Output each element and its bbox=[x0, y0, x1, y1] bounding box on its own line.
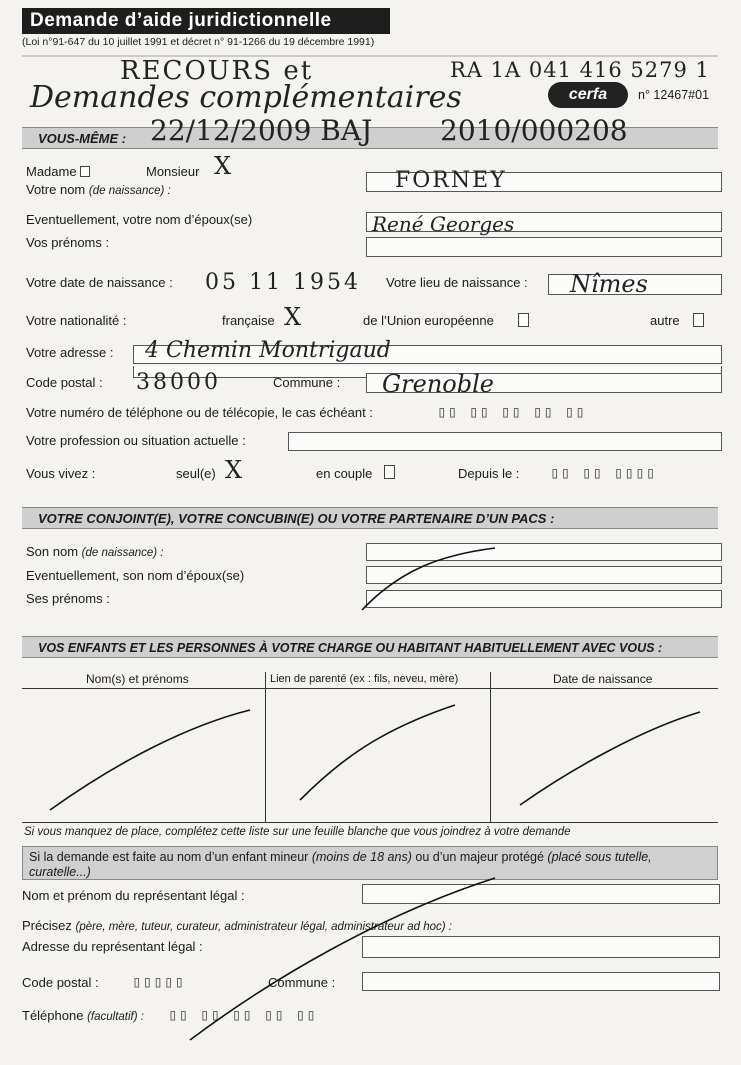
conjoint-strike bbox=[362, 548, 495, 610]
profession-label: Votre profession ou situation actuelle : bbox=[26, 433, 246, 448]
section-conjoint-label: VOTRE CONJOINT(E), VOTRE CONCUBIN(E) OU VOTRE PARTENAIRE D’UN PACS : bbox=[38, 511, 555, 526]
mineur-box: Si la demande est faite au nom d’un enfant mineur (moins de 18 ans) ou d’un majeur protégé (placé sous tutelle, curatelle...) bbox=[22, 846, 718, 880]
conjoint-epoux-label: Eventuellement, son nom d’époux(se) bbox=[26, 568, 245, 583]
depuis-digit-boxes[interactable]: ▯▯ ▯▯ ▯▯▯▯ bbox=[550, 463, 657, 482]
vivez-label: Vous vivez : bbox=[26, 466, 96, 481]
law-reference: (Loi n°91-647 du 10 juillet 1991 et décret n° 91-1266 du 19 décembre 1991) bbox=[22, 36, 375, 48]
col-date-header: Date de naissance bbox=[553, 672, 653, 686]
enfants-strike-3 bbox=[520, 712, 700, 805]
tel-digit-boxes[interactable]: ▯▯ ▯▯ ▯▯ ▯▯ ▯▯ bbox=[437, 402, 586, 421]
monsieur-option: Monsieur bbox=[146, 164, 200, 179]
prenoms-label: Vos prénoms : bbox=[26, 235, 110, 250]
nom-value: FORNEY bbox=[395, 168, 507, 193]
naissance-label: Votre date de naissance : bbox=[26, 275, 173, 290]
precisez-label: Précisez (père, mère, tuteur, curateur, administrateur légal, administrateur ad hoc) : bbox=[22, 918, 452, 933]
handwritten-reference: RA 1A 041 416 5279 1 bbox=[450, 58, 710, 82]
prenoms-value: René Georges bbox=[372, 212, 515, 236]
col-lien-header: Lien de parenté (ex : fils, neveu, mère) bbox=[270, 673, 459, 685]
tel-label: Votre numéro de téléphone ou de télécopie, le cas échéant : bbox=[26, 405, 373, 420]
rep-commune-label: Commune : bbox=[268, 975, 336, 990]
col-noms-header: Nom(s) et prénoms bbox=[86, 672, 189, 686]
enfants-strike-2 bbox=[300, 705, 455, 800]
adresse-value: 4 Chemin Montrigaud bbox=[145, 338, 391, 363]
naissance-value: 05 11 1954 bbox=[205, 270, 361, 295]
lieu-label: Votre lieu de naissance : bbox=[386, 275, 528, 290]
mineur-strike bbox=[190, 878, 495, 1040]
commune-value: Grenoble bbox=[382, 370, 494, 398]
francaise-checkmark: X bbox=[284, 303, 302, 331]
form-title: Demande d’aide juridictionnelle bbox=[22, 8, 390, 34]
ue-option: de l’Union européenne bbox=[363, 313, 494, 328]
enfants-note: Si vous manquez de place, complétez cette liste sur une feuille blanche que vous joindrez à votre demande bbox=[24, 826, 571, 838]
commune-label: Commune : bbox=[273, 375, 341, 390]
couple-option: en couple bbox=[316, 466, 373, 481]
conjoint-prenoms-label: Ses prénoms : bbox=[26, 591, 110, 606]
conjoint-nom-label: Son nom (de naissance) : bbox=[26, 544, 164, 559]
seul-option: seul(e) bbox=[176, 466, 216, 481]
madame-option: Madame bbox=[26, 164, 90, 179]
rep-cp-label: Code postal : bbox=[22, 975, 99, 990]
adresse-label: Votre adresse : bbox=[26, 345, 114, 360]
rep-legal-label: Nom et prénom du représentant légal : bbox=[22, 888, 245, 903]
handwritten-dossier: 2010/000208 bbox=[440, 114, 628, 147]
rep-cp-boxes[interactable]: ▯▯▯▯▯ bbox=[132, 972, 186, 991]
handwritten-demandes: Demandes complémentaires bbox=[30, 80, 462, 115]
nationalite-label: Votre nationalité : bbox=[26, 313, 127, 328]
section-vous-meme-label: VOUS-MÊME : bbox=[38, 131, 127, 146]
lieu-value: Nîmes bbox=[570, 270, 648, 298]
cp-value: 38000 bbox=[136, 370, 221, 395]
cerfa-logo: cerfa bbox=[548, 82, 628, 108]
rep-adresse-label: Adresse du représentant légal : bbox=[22, 939, 203, 954]
autre-option: autre bbox=[650, 313, 680, 328]
monsieur-checkmark: X bbox=[214, 152, 232, 180]
epoux-label: Eventuellement, votre nom d’époux(se) bbox=[26, 212, 253, 227]
rep-tel-label: Téléphone (facultatif) : bbox=[22, 1008, 144, 1023]
rep-tel-boxes[interactable]: ▯▯ ▯▯ ▯▯ ▯▯ ▯▯ bbox=[168, 1005, 317, 1024]
section-enfants-label: VOS ENFANTS ET LES PERSONNES À VOTRE CHARGE OU HABITANT HABITUELLEMENT AVEC VOUS : bbox=[38, 641, 663, 655]
form-number: n° 12467#01 bbox=[638, 88, 710, 102]
francaise-option: française bbox=[222, 313, 275, 328]
nom-label: Votre nom (de naissance) : bbox=[26, 182, 171, 197]
enfants-strike-1 bbox=[50, 710, 250, 810]
handwritten-recours: RECOURS et bbox=[120, 56, 314, 86]
seul-checkmark: X bbox=[225, 456, 243, 484]
depuis-label: Depuis le : bbox=[458, 466, 520, 481]
handwritten-date: 22/12/2009 BAJ bbox=[150, 114, 373, 147]
cp-label: Code postal : bbox=[26, 375, 103, 390]
